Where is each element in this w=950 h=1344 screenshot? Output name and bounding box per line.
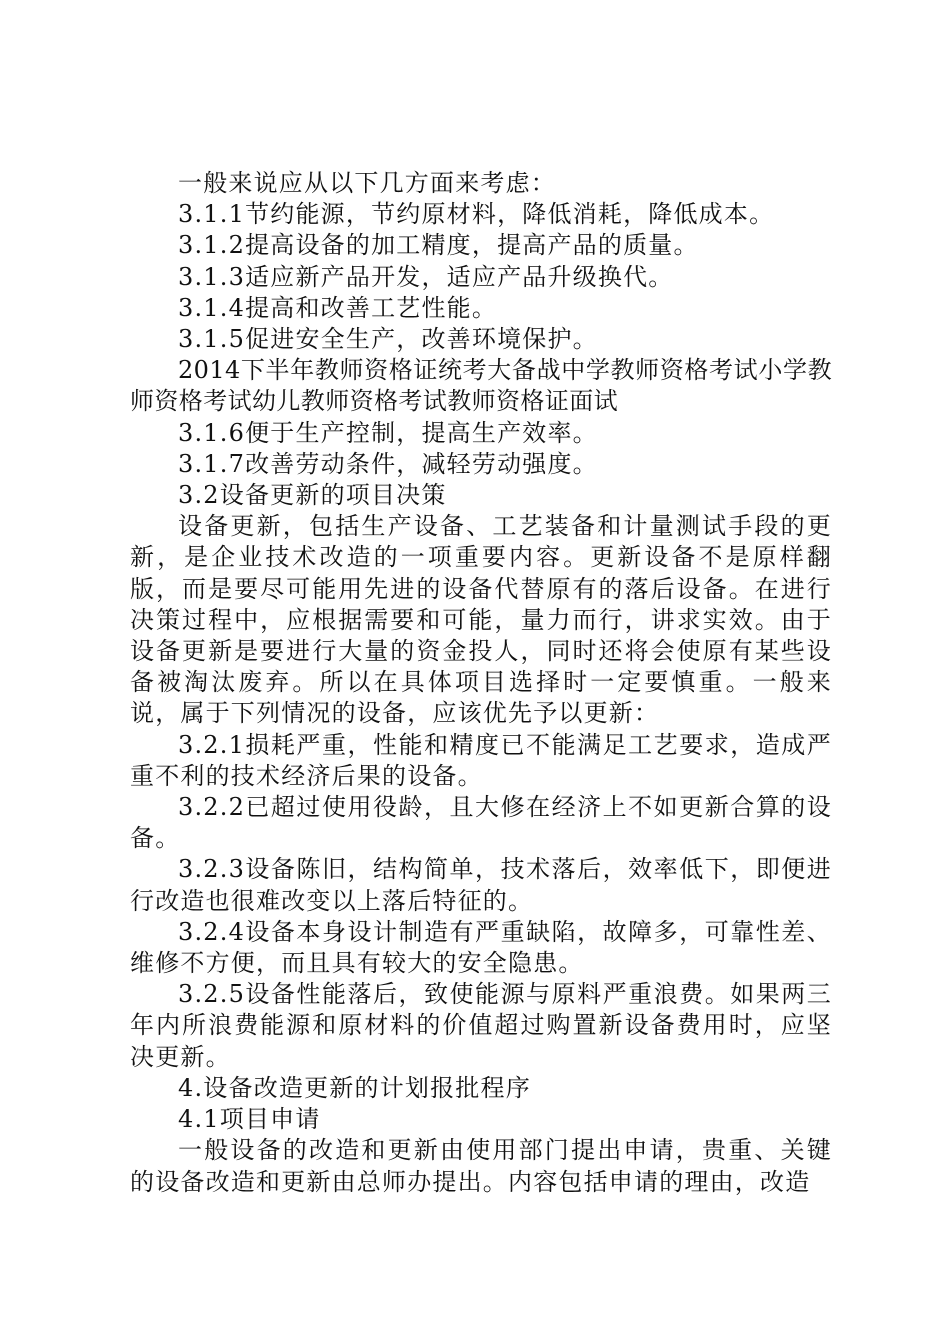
paragraph-3-2-body: 设备更新，包括生产设备、工艺装备和计量测试手段的更新，是企业技术改造的一项重要内容。更新设备不是原样翻版，而是要尽可能用先进的设备代替原有的落后设备。在进行决策过程中，应根据需要和可能，量力而行，讲求实效。由于设备更新是要进行大量的资金投人，同时还将会使原有某些设备被淘汰废弃。所以在具体项目选择时一定要慎重。一般来说，属于下列情况的设备，应该优先予以更新： bbox=[130, 512, 832, 728]
paragraph-4-1-body: 一般设备的改造和更新由使用部门提出申请，贵重、关键的设备改造和更新由总师办提出。内容包括申请的理由，改造 bbox=[130, 1136, 832, 1196]
paragraph-ad-note: 2014下半年教师资格证统考大备战中学教师资格考试小学教师资格考试幼儿教师资格考试教师资格证面试 bbox=[130, 356, 832, 416]
paragraph-3-2-3: 3.2.3设备陈旧，结构简单，技术落后，效率低下，即便进行改造也很难改变以上落后特征的。 bbox=[130, 855, 832, 915]
paragraph-3-1-7: 3.1.7改善劳动条件，减轻劳动强度。 bbox=[178, 449, 598, 478]
heading-4-1: 4.1项目申请 bbox=[178, 1105, 321, 1134]
paragraph-intro: 一般来说应从以下几方面来考虑： bbox=[178, 169, 556, 197]
paragraph-3-1-6: 3.1.6便于生产控制，提高生产效率。 bbox=[178, 418, 598, 447]
document-body bbox=[130, 168, 832, 1198]
heading-4: 4.设备改造更新的计划报批程序 bbox=[178, 1073, 531, 1102]
paragraph-3-1-2: 3.1.2提高设备的加工精度，提高产品的质量。 bbox=[178, 231, 699, 260]
paragraph-3-2-1: 3.2.1损耗严重，性能和精度已不能满足工艺要求，造成严重不利的技术经济后果的设备。 bbox=[130, 730, 832, 790]
paragraph-3-2-4: 3.2.4设备本身设计制造有严重缺陷，故障多，可靠性差、维修不方便，而且具有较大的安全隐患。 bbox=[130, 917, 832, 978]
heading-3-2: 3.2设备更新的项目决策 bbox=[178, 481, 447, 510]
paragraph-3-1-1: 3.1.1节约能源，节约原材料，降低消耗，降低成本。 bbox=[178, 200, 775, 229]
paragraph-3-1-3: 3.1.3适应新产品开发，适应产品升级换代。 bbox=[178, 262, 674, 291]
paragraph-3-1-4: 3.1.4提高和改善工艺性能。 bbox=[178, 293, 498, 322]
paragraph-3-1-5: 3.1.5促进安全生产，改善环境保护。 bbox=[178, 325, 598, 354]
paragraph-3-2-2: 3.2.2已超过使用役龄，且大修在经济上不如更新合算的设备。 bbox=[130, 793, 832, 853]
paragraph-3-2-5: 3.2.5设备性能落后，致使能源与原料严重浪费。如果两三年内所浪费能源和原材料的价值超过购置新设备费用时，应坚决更新。 bbox=[130, 980, 832, 1071]
